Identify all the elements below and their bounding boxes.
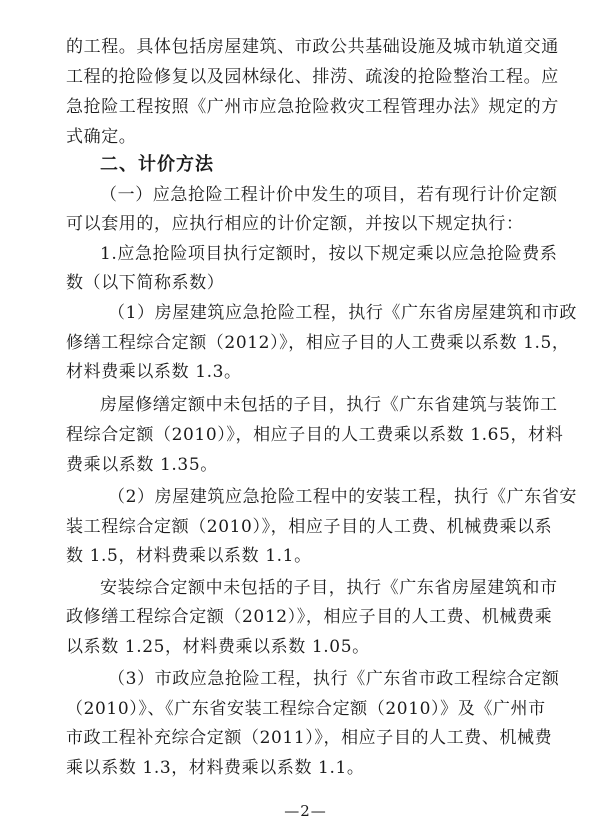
paragraph-line: 式确定。 <box>66 127 137 147</box>
paragraph-line: （1）房屋建筑应急抢险工程，执行《广东省房屋建筑和市政 <box>108 303 578 323</box>
paragraph-line: 修缮工程综合定额（2012）》，相应子目的人工费乘以系数 1.5， <box>66 333 570 353</box>
paragraph-line: 可以套用的，应执行相应的计价定额，并按以下规定执行： <box>66 214 524 234</box>
page-number: —2— <box>284 802 327 820</box>
paragraph-line: 以系数 1.25，材料费乘以系数 1.05。 <box>66 637 370 657</box>
paragraph-line: 材料费乘以系数 1.3。 <box>66 362 242 382</box>
paragraph-line: 数 1.5，材料费乘以系数 1.1。 <box>66 546 312 566</box>
paragraph-line: （一）应急抢险工程计价中发生的项目，若有现行计价定额 <box>100 185 558 205</box>
paragraph-line: 装工程综合定额（2010）》，相应子目的人工费、机械费乘以系 <box>66 517 553 537</box>
paragraph-line: 乘以系数 1.3，材料费乘以系数 1.1。 <box>66 758 365 778</box>
paragraph-line: 市政工程补充综合定额（2011）》，相应子目的人工费、机械费 <box>66 728 553 748</box>
paragraph-line: 1.应急抢险项目执行定额时，按以下规定乘以应急抢险费系 <box>100 244 558 264</box>
paragraph-line: 数（以下简称系数） <box>66 273 225 293</box>
paragraph-line: 的工程。具体包括房屋建筑、市政公共基础设施及城市轨道交通 <box>66 37 559 57</box>
paragraph-line: 费乘以系数 1.35。 <box>66 455 218 475</box>
paragraph-line: 房屋修缮定额中未包括的子目，执行《广东省建筑与装饰工 <box>100 395 558 415</box>
paragraph-line: 工程的抢险修复以及园林绿化、排涝、疏浚的抢险整治工程。应 <box>66 67 559 87</box>
paragraph-line: （2）房屋建筑应急抢险工程中的安装工程，执行《广东省安 <box>108 487 578 507</box>
paragraph-line: （3）市政应急抢险工程，执行《广东省市政工程综合定额 <box>108 669 560 689</box>
section-heading: 二、计价方法 <box>100 154 214 175</box>
paragraph-line: （2010）》、《广东省安装工程综合定额（2010）》及《广州市 <box>66 699 546 719</box>
paragraph-line: 急抢险工程按照《广州市应急抢险救灾工程管理办法》规定的方 <box>66 97 559 117</box>
paragraph-line: 安装综合定额中未包括的子目，执行《广东省房屋建筑和市 <box>100 578 558 598</box>
paragraph-line: 程综合定额（2010）》，相应子目的人工费乘以系数 1.65，材料 <box>66 425 564 445</box>
paragraph-line: 政修缮工程综合定额（2012）》，相应子目的人工费、机械费乘 <box>66 607 553 627</box>
